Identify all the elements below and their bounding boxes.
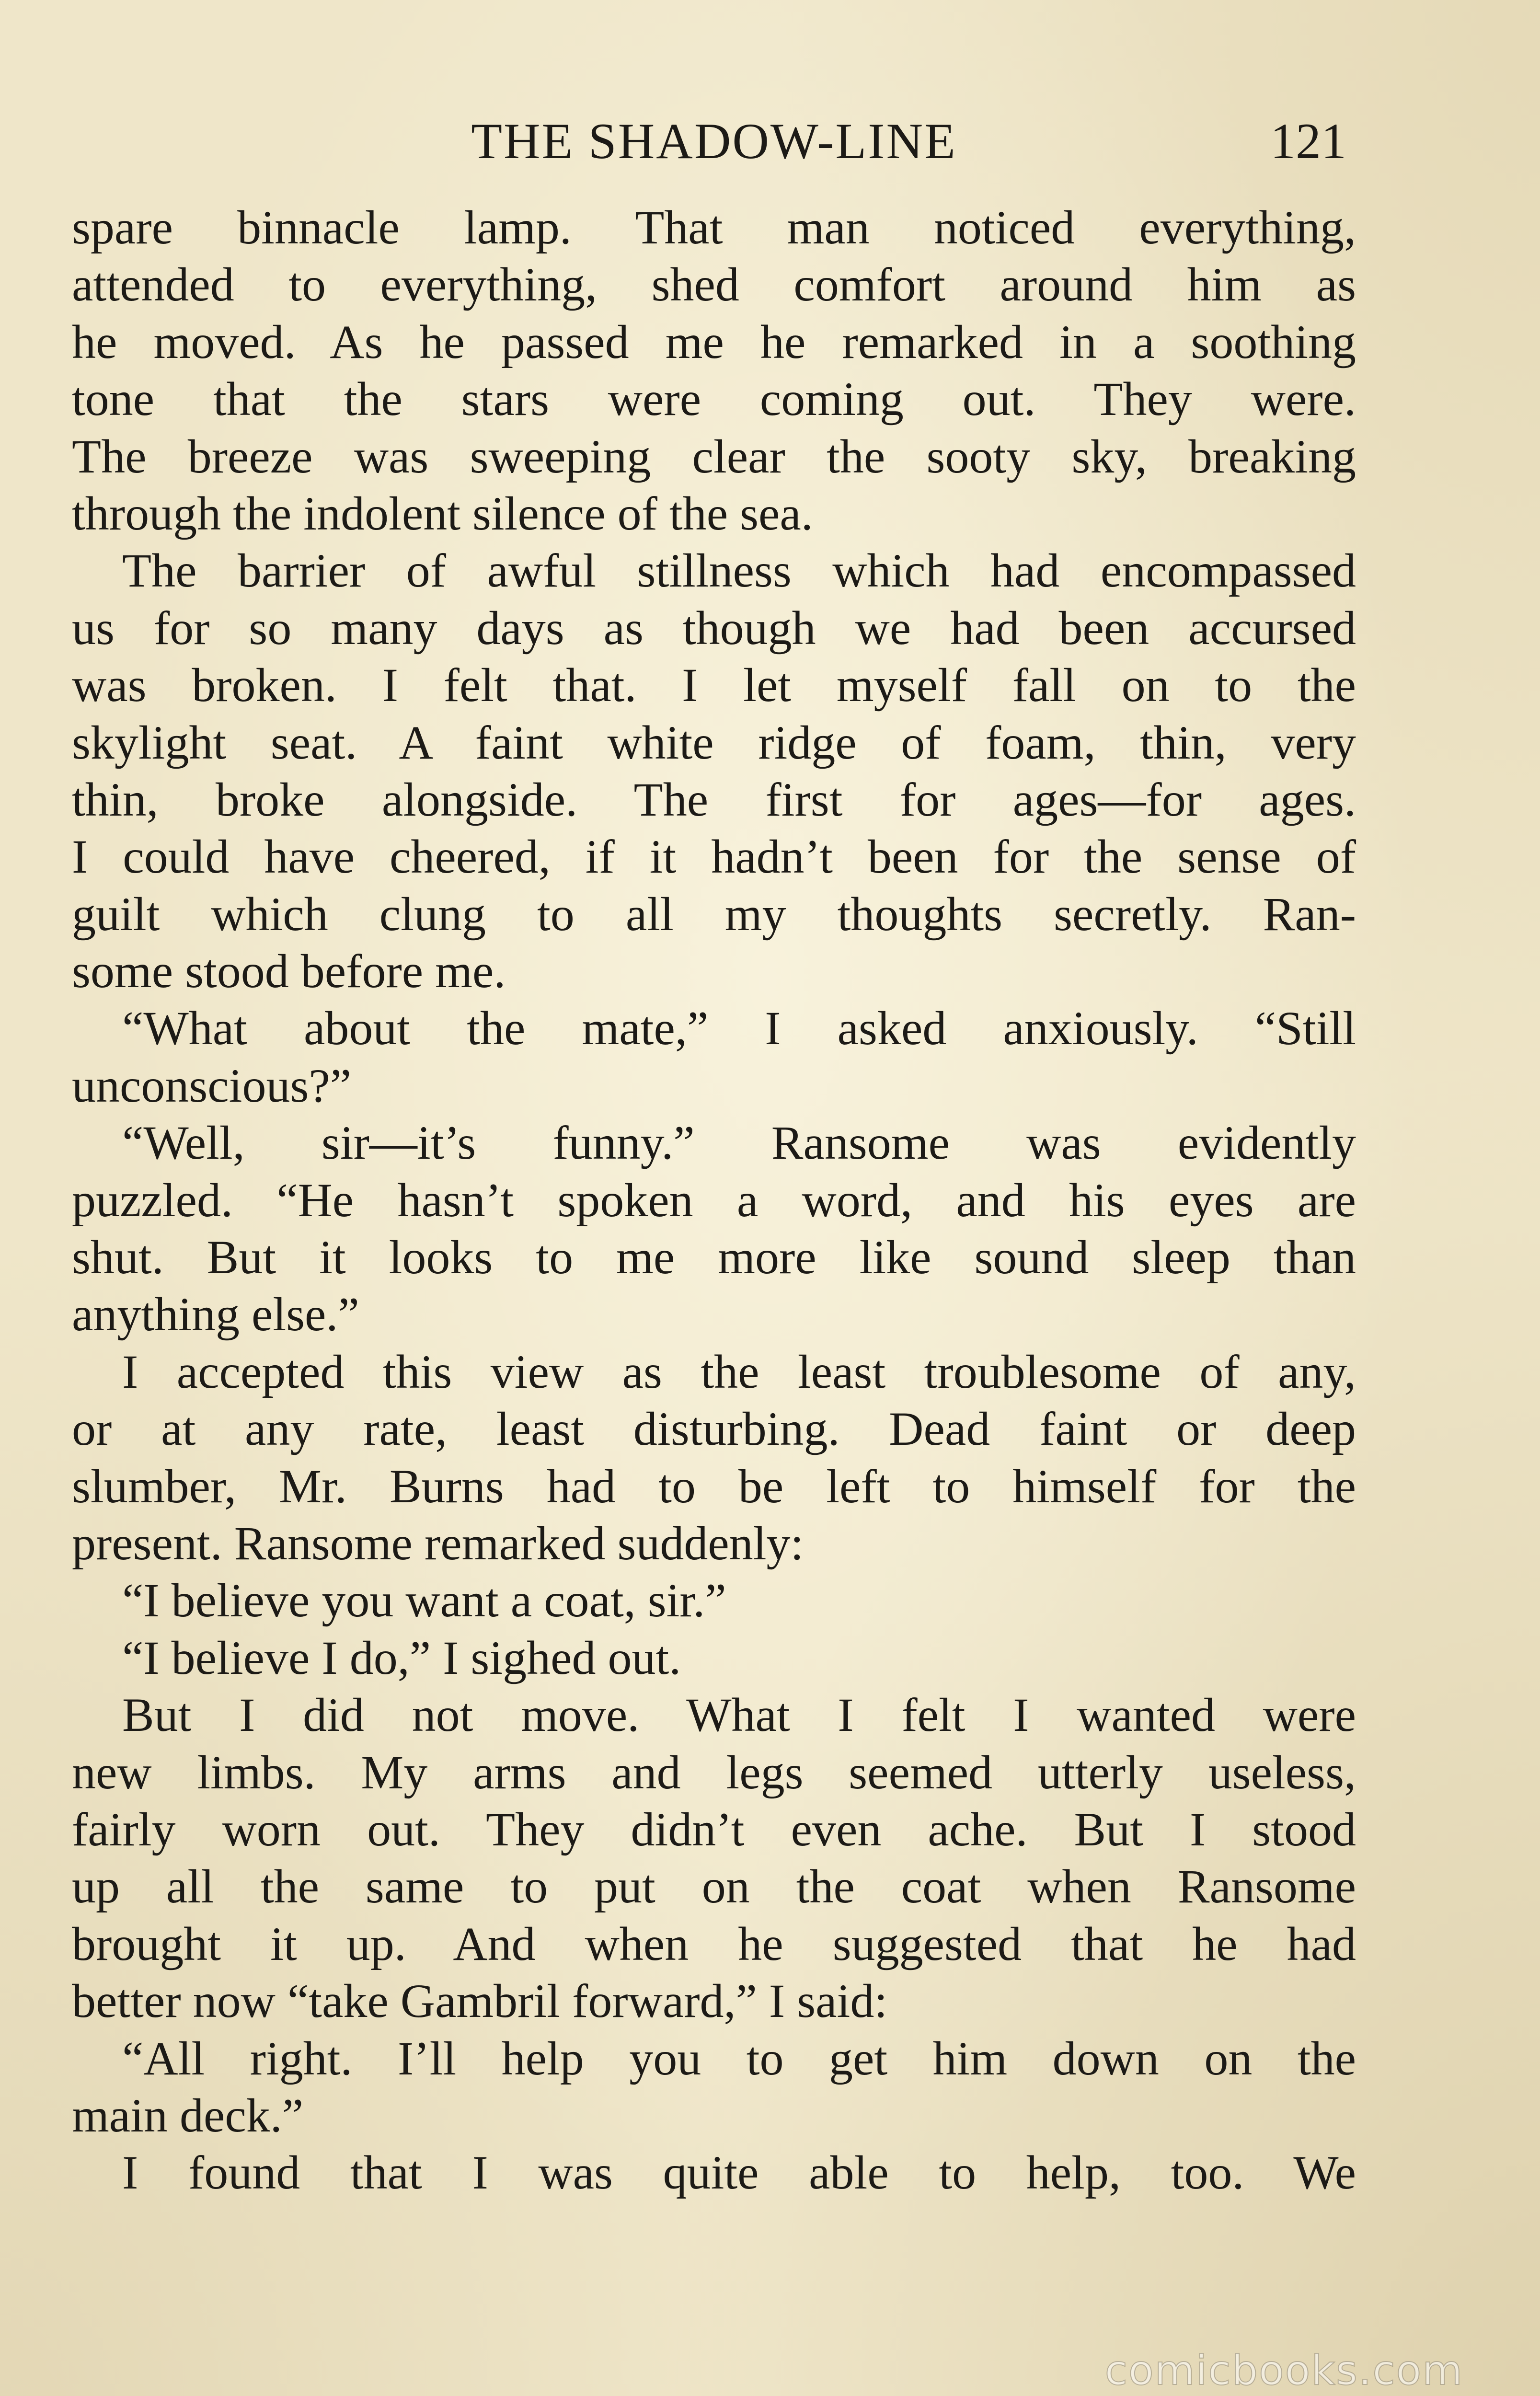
text-line: main deck.” xyxy=(72,2088,304,2142)
text-line: new limbs. My arms and legs seemed utterly useless, xyxy=(72,1745,1356,1799)
text-line: shut. But it looks to me more like sound sleep than xyxy=(72,1231,1356,1284)
text-line: present. Ransome remarked suddenly: xyxy=(72,1516,804,1570)
text-line: he moved. As he passed me he remarked in a soothing xyxy=(72,315,1356,369)
text-line: slumber, Mr. Burns had to be left to himself for the xyxy=(72,1459,1356,1513)
text-line: “Well, sir—it’s funny.” Ransome was evidently xyxy=(122,1116,1356,1170)
running-head xyxy=(72,105,1356,177)
text-line: tone that the stars were coming out. They were. xyxy=(72,372,1356,426)
text-line: up all the same to put on the coat when Ransome xyxy=(72,1860,1356,1913)
text-line: attended to everything, shed comfort around him as xyxy=(72,258,1356,311)
text-line: guilt which clung to all my thoughts secretly. Ran- xyxy=(72,887,1356,941)
text-line: I could have cheered, if it hadn’t been for the sense of xyxy=(72,830,1356,884)
page-number: 121 xyxy=(1270,113,1346,169)
running-title: THE SHADOW-LINE xyxy=(471,113,957,169)
text-line: some stood before me. xyxy=(72,945,506,998)
book-page xyxy=(72,0,1356,2396)
text-line: anything else.” xyxy=(72,1288,359,1341)
text-line: or at any rate, least disturbing. Dead faint or deep xyxy=(72,1402,1356,1456)
text-line: spare binnacle lamp. That man noticed everything, xyxy=(72,201,1356,254)
text-line: puzzled. “He hasn’t spoken a word, and his eyes are xyxy=(72,1173,1356,1227)
text-line: skylight seat. A faint white ridge of foam, thin, very xyxy=(72,715,1356,769)
text-line: “I believe you want a coat, sir.” xyxy=(122,1574,726,1627)
text-line: I found that I was quite able to help, too. We xyxy=(122,2146,1356,2200)
text-line: was broken. I felt that. I let myself fall on to the xyxy=(72,658,1356,712)
body-text xyxy=(72,199,1356,2201)
text-line: unconscious?” xyxy=(72,1059,352,1112)
text-line: “What about the mate,” I asked anxiously. “Still xyxy=(122,1002,1356,1055)
watermark: comicbooks.com xyxy=(1104,2347,1463,2395)
text-line: fairly worn out. They didn’t even ache. But I stood xyxy=(72,1802,1356,1856)
text-line: us for so many days as though we had been accursed xyxy=(72,601,1356,655)
text-line: brought it up. And when he suggested that he had xyxy=(72,1917,1356,1970)
text-line: “I believe I do,” I sighed out. xyxy=(122,1631,681,1684)
text-line: thin, broke alongside. The first for ages—for ages. xyxy=(72,772,1356,826)
text-line: But I did not move. What I felt I wanted were xyxy=(122,1688,1356,1742)
text-line: through the indolent silence of the sea. xyxy=(72,486,813,540)
text-line: “All right. I’ll help you to get him down on the xyxy=(122,2031,1356,2085)
text-line: better now “take Gambril forward,” I said: xyxy=(72,1974,888,2028)
text-line: I accepted this view as the least troublesome of any, xyxy=(122,1345,1356,1398)
text-line: The barrier of awful stillness which had encompassed xyxy=(122,544,1356,598)
text-line: The breeze was sweeping clear the sooty sky, breaking xyxy=(72,429,1356,483)
